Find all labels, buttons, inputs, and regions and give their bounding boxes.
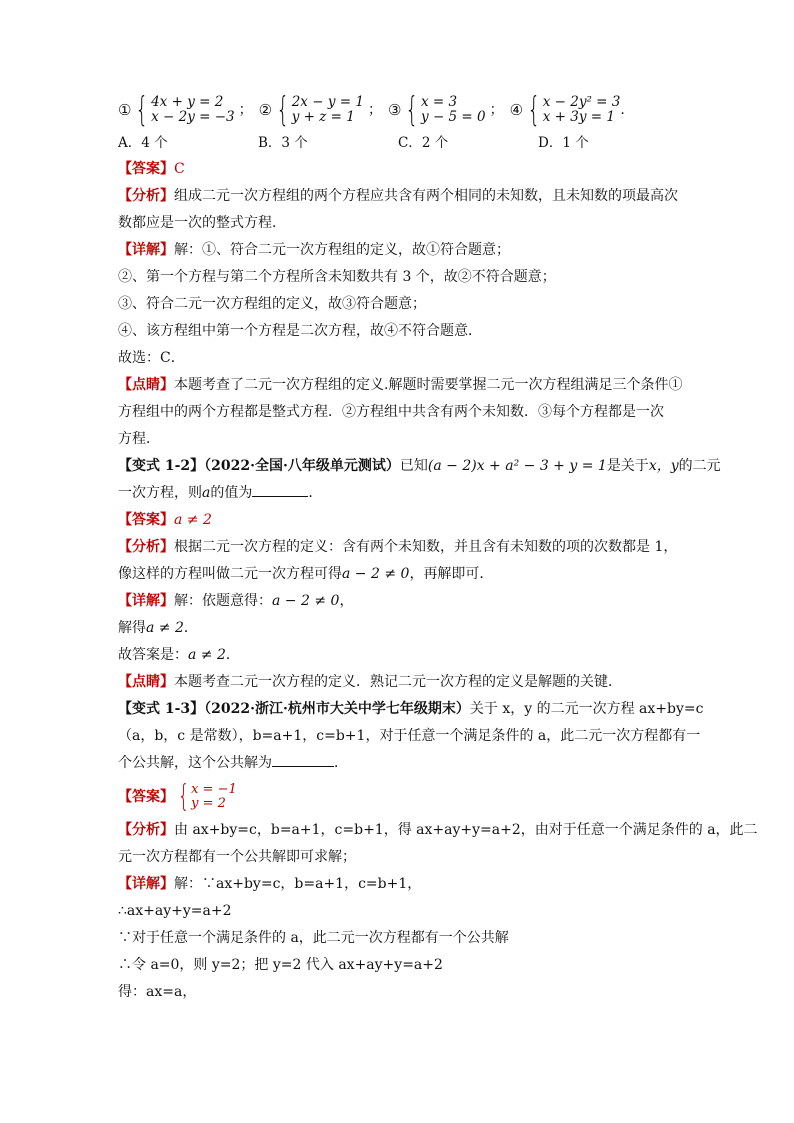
brace-icon: { [405,90,419,130]
system-line: 2x − y = 1 [291,94,364,110]
circled-number: ① [118,100,132,119]
brace-icon: { [135,90,149,130]
answer-line: 【答案】 { x = −1 y = 2 [118,779,237,814]
answer-line: 【答案】a ≠ 2 [118,512,212,528]
detail-line: ∵对于任意一个满足条件的 a，此二元一次方程都有一个公共解 [118,930,509,946]
detail-line: 【详解】解：依题意得：a − 2 ≠ 0， [118,593,354,609]
detail-line: ④、该方程组中第一个方程是二次方程，故④不符合题意． [118,323,482,339]
system-line: y = 2 [191,796,226,811]
question-source: （2022·浙江·杭州市大关中学七年级期末） [204,701,470,717]
analysis-line: 像这样的方程叫做二元一次方程可得a − 2 ≠ 0，再解即可． [118,566,494,582]
system-line: x = 3 [421,94,458,110]
note-line: 【点睛】本题考查二元一次方程的定义．熟记二元一次方程的定义是解题的关键． [118,674,622,690]
system-4 [509,90,621,130]
detail-line: 【详解】解：∵ax+by=c，b=a+1，c=b+1， [118,876,422,892]
detail-line: ∴令 a=0，则 y=2；把 y=2 代入 ax+ay+y=a+2 [118,957,443,973]
note-line: 方程组中的两个方程都是整式方程．②方程组中共含有两个未知数．③每个方程都是一次 [118,404,664,420]
end-mark: . [620,101,625,118]
option-d: D．1 个 [538,134,589,151]
question-3-stem: 【变式 1-3】（2022·浙江·杭州市大关中学七年级期末）关于 x，y 的二元一次方程 ax+by=c [118,701,704,717]
answer-blank [252,482,308,497]
document-content [118,90,758,1006]
brace-icon: { [527,90,541,130]
question-2-stem: 一次方程，则a的值为 ． [118,480,683,507]
question-source: （2022·全国·八年级单元测试） [204,458,400,474]
note-line: 【点睛】本题考查了二元一次方程组的定义.解题时需要掌握二元一次方程组满足三个条件① [118,377,683,393]
circled-number: ③ [387,100,402,119]
detail-line: 解得a ≠ 2． [118,620,198,636]
circled-number: ④ [509,100,524,119]
options-row [118,130,683,156]
detail-line: 故答案是：a ≠ 2． [118,647,240,663]
analysis-line: 【分析】组成二元一次方程组的两个方程应共含有两个相同的未知数，且未知数的项最高次 [118,188,678,204]
answer-blank [272,752,334,767]
option-c: C．2 个 [398,134,449,151]
system-line: x = −1 [191,782,237,797]
analysis-line: 数都应是一次的整式方程． [118,215,286,231]
question-tag: 【变式 1-3】 [118,701,205,717]
answer-line: 【答案】C [118,161,185,177]
system-line: 4x + y = 2 [151,94,224,110]
brace-icon: { [177,779,190,814]
equation-systems-row [118,90,683,130]
system-line: y + z = 1 [291,109,355,125]
system-line: y − 5 = 0 [421,109,486,125]
answer-value: C [174,161,185,177]
question-3-stem: （a，b，c 是常数），b=a+1，c=b+1，对于任意一个满足条件的 a，此二元一次方程都有一 [118,728,701,744]
option-a: A．4 个 [118,134,168,151]
system-line: x + 3y = 1 [542,109,615,125]
detail-line: ∴ax+ay+y=a+2 [118,903,232,919]
brace-icon: { [276,90,290,130]
system-line: x − 2y² = 3 [542,94,621,110]
analysis-line: 元一次方程都有一个公共解即可求解； [118,849,356,865]
system-3 [387,90,486,130]
detail-line: ③、符合二元一次方程组的定义，故③符合题意； [118,296,426,312]
detail-line: 得：ax=a， [118,984,197,1000]
note-line: 方程． [118,431,160,447]
separator: ； [238,101,253,118]
separator: ； [367,101,382,118]
detail-line: 故选：C． [118,350,185,366]
answer-system [174,780,237,814]
system-line: x − 2y = −3 [151,109,235,125]
detail-line: 【详解】解：①、符合二元一次方程组的定义，故①符合题意； [118,242,510,258]
question-3-stem: 个公共解，这个公共解为 ． [118,750,683,777]
system-1 [118,90,235,130]
system-2 [258,90,364,130]
answer-value: a ≠ 2 [174,512,212,528]
circled-number: ② [258,100,273,119]
question-tag: 【变式 1-2】 [118,458,205,474]
detail-line: ②、第一个方程与第二个方程所含未知数共有 3 个，故②不符合题意； [118,269,556,285]
analysis-line: 【分析】由 ax+by=c，b=a+1，c=b+1，得 ax+ay+y=a+2，由对于任意一个满足条件的 a，此二 [118,822,758,838]
question-2-stem: 【变式 1-2】（2022·全国·八年级单元测试）已知(a − 2)x + a² − 3 + y = 1是关于x，y的二元 [118,458,721,474]
option-b: B．3 个 [258,134,308,151]
analysis-line: 【分析】根据二元一次方程的定义：含有两个未知数，并且含有未知数的项的次数都是 1， [118,539,678,555]
separator: ； [489,101,504,118]
